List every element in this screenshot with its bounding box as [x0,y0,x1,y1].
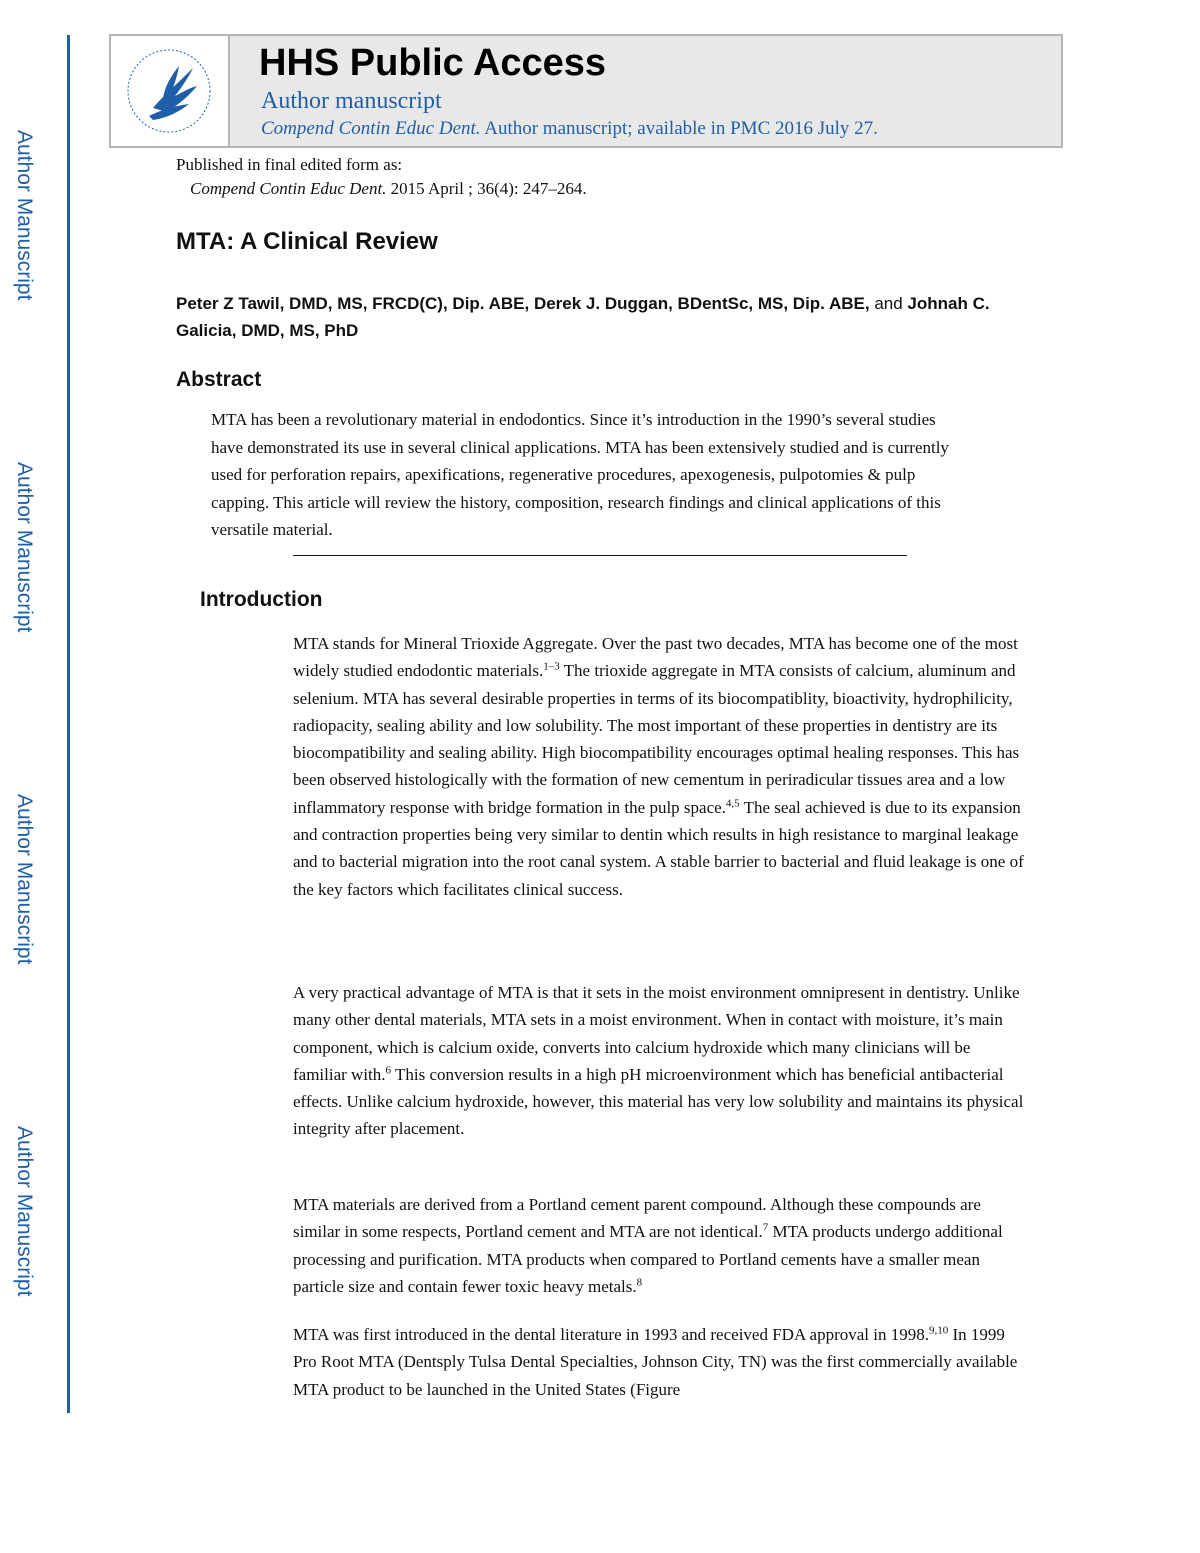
citation-ref: 6 [385,1064,392,1077]
author-list: Peter Z Tawil, DMD, MS, FRCD(C), Dip. ABE, Derek J. Duggan, BDentSc, MS, Dip. ABE, and Johnah C. Galicia, DMD, MS, PhD [176,294,990,340]
citation-ref: 9,10 [928,1324,949,1337]
body-paragraph: MTA stands for Mineral Trioxide Aggregate. Over the past two decades, MTA has become one of the most widely studied endodontic materials.$^{1-3}$ The trioxide aggregate in MTA consists of calcium, aluminum and selenium. MTA has several desirable properties in terms of its biocompatiblity, bioactivity, hydrophilicity, radiopacity, sealing ability and low solubility. The most important of these properties in dentistry are its biocompatibility and sealing ability. High biocompatibility encourages optimal healing responses. This has been observed histologically with the formation of new cementum in periradicular tissues area and a low inflammatory response with bridge formation in the pulp space.$^{4,5}$ The seal achieved is due to its expansion and contraction properties being very similar to dentin which results in high resistance to marginal leakage and to bacterial migration into the root canal system. A stable barrier to bacterial and fluid leakage is one of the key factors which facilitates clinical success. [293,634,1024,899]
margin-rule [67,35,70,1413]
body-paragraph: MTA materials are derived from a Portland cement parent compound. Although these compounds are similar in some respects, Portland cement and MTA are not identical.$^7$ MTA products undergo additional processing and purification. MTA products when compared to Portland cements have a smaller mean particle size and contain fewer toxic heavy metals.$^8$ [293,1195,1003,1296]
hhs-logo [111,36,230,146]
citation-ref: 8 [636,1276,643,1289]
hhs-banner [109,34,1063,148]
hhs-title: HHS Public Access [259,42,607,84]
citation-ref: 4,5 [725,797,740,810]
manuscript-label: Author manuscript [261,88,442,114]
body-paragraph: MTA was first introduced in the dental literature in 1993 and received FDA approval in 1998.$^{9,10}$ In 1999 Pro Root MTA (Dentsply Tulsa Dental Specialties, Johnson City, TN) was the first commercially available MTA product to be launched in the United States (Figure [293,1324,1018,1399]
body-paragraph: A very practical advantage of MTA is that it sets in the moist environment omnipresent in dentistry. Unlike many other dental materials, MTA sets in a moist environment. When in contact with moisture, it’s main component, which is calcium oxide, converts into calcium hydroxide which many clinicians will be familiar with.$^6$ This conversion results in a high pH microenvironment which has beneficial antibacterial effects. Unlike calcium hydroxide, however, this material has very low solubility and maintains its physical integrity after placement. [293,983,1024,1139]
citation-ref: 1–3 [543,660,560,673]
published-label: Published in final edited form as: [176,155,403,174]
availability-line: Compend Contin Educ Dent. Author manuscript; available in PMC 2016 July 27. [261,118,878,139]
abstract-heading: Abstract [176,368,262,391]
introduction-heading: Introduction [200,588,323,611]
article-title: MTA: A Clinical Review [176,228,438,255]
abstract-text: MTA has been a revolutionary material in endodontics. Since it’s introduction in the 1990’s several studies have demonstrated its use in several clinical applications. MTA has been extensively studied and is currently used for perforation repairs, apexifications, regenerative procedures, apexogenesis, pulpotomies & pulp capping. This article will review the history, composition, research findings and clinical applications of this versatile material. [211,410,949,539]
citation-ref: 7 [762,1221,769,1234]
citation: Compend Contin Educ Dent. 2015 April ; 36(4): 247–264. [190,179,587,198]
eagle-seal-icon [123,46,215,136]
divider [293,555,907,556]
